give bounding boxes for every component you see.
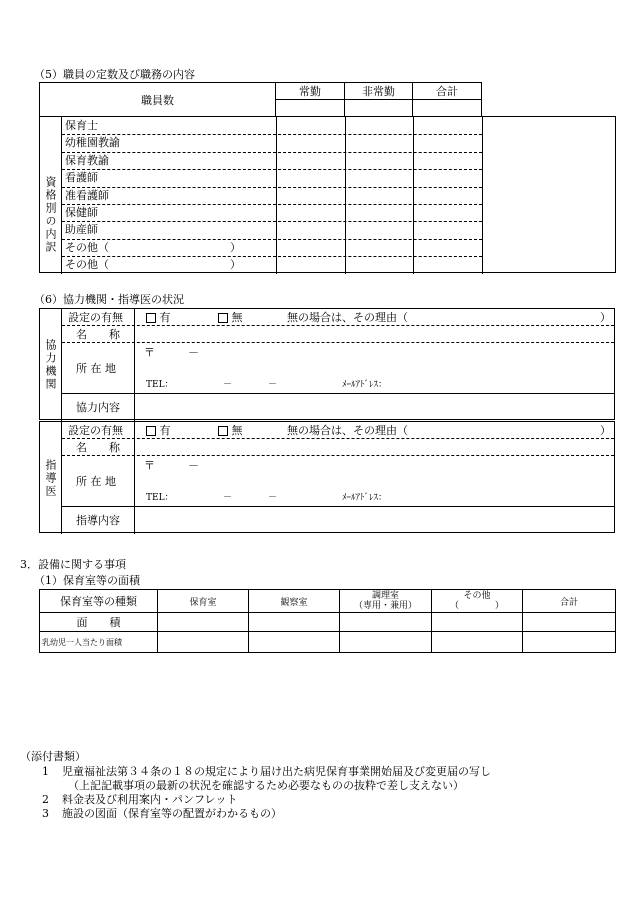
name-label: 名 称 <box>76 328 120 341</box>
attachment-text: 施設の図面（保育室等の配置がわかるもの） <box>62 807 282 820</box>
total-header: 合計 <box>413 83 482 100</box>
option-no[interactable]: 無 <box>218 424 243 437</box>
postal-field[interactable]: 〒 － <box>144 346 199 359</box>
option-yes[interactable]: 有 <box>146 311 171 324</box>
attachment-num: 3 <box>42 807 49 820</box>
parttime-total-cell[interactable] <box>345 100 413 117</box>
content-label: 指導内容 <box>76 514 120 527</box>
cooperation-block <box>39 421 615 533</box>
area-total-header: 合計 <box>523 590 616 613</box>
reason-label: 無の場合は、その理由（ <box>287 311 408 324</box>
perchild-nursery-cell[interactable] <box>158 632 249 653</box>
per-child-row-label: 乳幼児一人当たり面積 <box>40 632 158 653</box>
fulltime-total-cell[interactable] <box>276 100 345 117</box>
attachment-text: 児童福祉法第３４条の１８の規定により届け出た病児保育事業開始届及び変更届の写し <box>62 765 491 778</box>
fulltime-header: 常勤 <box>276 83 345 100</box>
qualification-row-label: 准看護師 <box>65 188 109 202</box>
parttime-header: 非常勤 <box>345 83 413 100</box>
setting-label: 設定の有無 <box>68 311 123 324</box>
observation-header: 観察室 <box>249 590 340 613</box>
kitchen-header: 調理室 （専用・兼用） <box>340 590 432 613</box>
qualification-row-label: 保育教諭 <box>65 153 109 167</box>
mail-field[interactable]: ﾒｰﾙｱﾄﾞﾚｽ： <box>342 380 388 390</box>
perchild-total-cell[interactable] <box>523 632 616 653</box>
checkbox-icon <box>218 313 228 323</box>
attachments-title: （添付書類） <box>20 750 86 763</box>
name-label: 名 称 <box>76 441 120 454</box>
mail-field[interactable]: ﾒｰﾙｱﾄﾞﾚｽ： <box>342 493 388 503</box>
section3-subtitle: （1）保育室等の面積 <box>34 574 140 587</box>
attachment-num: 2 <box>42 793 49 806</box>
block-side-label: 指導医 <box>40 422 62 534</box>
perchild-observation-cell[interactable] <box>249 632 340 653</box>
nursery-header: 保育室 <box>158 590 249 613</box>
section5-title: （5）職員の定数及び職務の内容 <box>34 68 195 81</box>
qualification-row-label: その他（ ） <box>65 240 241 254</box>
perchild-kitchen-cell[interactable] <box>340 632 432 653</box>
checkbox-icon <box>218 426 228 436</box>
option-no[interactable]: 無 <box>218 311 243 324</box>
other-header: その他 （ ） <box>432 590 523 613</box>
perchild-other-cell[interactable] <box>432 632 523 653</box>
qualification-row-label: 看護師 <box>65 171 98 185</box>
tel-field[interactable]: TEL： － － <box>146 493 278 503</box>
qualification-row-label: 保健師 <box>65 206 98 219</box>
address-label: 所 在 地 <box>76 362 116 375</box>
reason-label: 無の場合は、その理由（ <box>287 424 408 437</box>
attachment-num: 1 <box>42 765 49 778</box>
area-total-cell[interactable] <box>523 613 616 632</box>
qualification-side-label: 資格別の内訳 <box>40 117 62 274</box>
qualification-row-label: 助産師 <box>65 223 98 237</box>
reason-close: ） <box>600 424 611 437</box>
area-nursery-cell[interactable] <box>158 613 249 632</box>
attachment-text: 料金表及び利用案内・パンフレット <box>62 793 238 806</box>
area-table <box>39 589 616 653</box>
content-label: 協力内容 <box>76 401 120 414</box>
tel-field[interactable]: TEL： － － <box>146 380 278 390</box>
checkbox-icon <box>146 313 156 323</box>
address-label: 所 在 地 <box>76 475 116 488</box>
postal-field[interactable]: 〒 － <box>144 459 199 472</box>
qualification-row-label: 幼稚園教諭 <box>65 136 120 150</box>
attachment-sub: （上記記載事項の最新の状況を確認するため必要なものの抜粋で差し支えない） <box>68 779 464 792</box>
option-yes[interactable]: 有 <box>146 424 171 437</box>
area-row-label: 面 積 <box>40 613 158 632</box>
qualification-row-label: 保育士 <box>65 119 98 132</box>
total-total-cell[interactable] <box>413 100 482 117</box>
block-side-label: 協力機関 <box>40 309 62 421</box>
staff-breakdown <box>39 116 616 273</box>
section3-title: 3．設備に関する事項 <box>20 558 126 571</box>
staff-count-header: 職員数 <box>40 83 276 117</box>
area-type-header: 保育室等の種類 <box>40 590 158 613</box>
staff-table <box>39 82 616 117</box>
setting-label: 設定の有無 <box>68 424 123 437</box>
area-other-cell[interactable] <box>432 613 523 632</box>
checkbox-icon <box>146 426 156 436</box>
section6-title: （6）協力機関・指導医の状況 <box>34 293 184 306</box>
area-observation-cell[interactable] <box>249 613 340 632</box>
cooperation-block <box>39 308 615 420</box>
area-kitchen-cell[interactable] <box>340 613 432 632</box>
reason-close: ） <box>600 311 611 324</box>
qualification-row-label: その他（ ） <box>65 258 241 272</box>
